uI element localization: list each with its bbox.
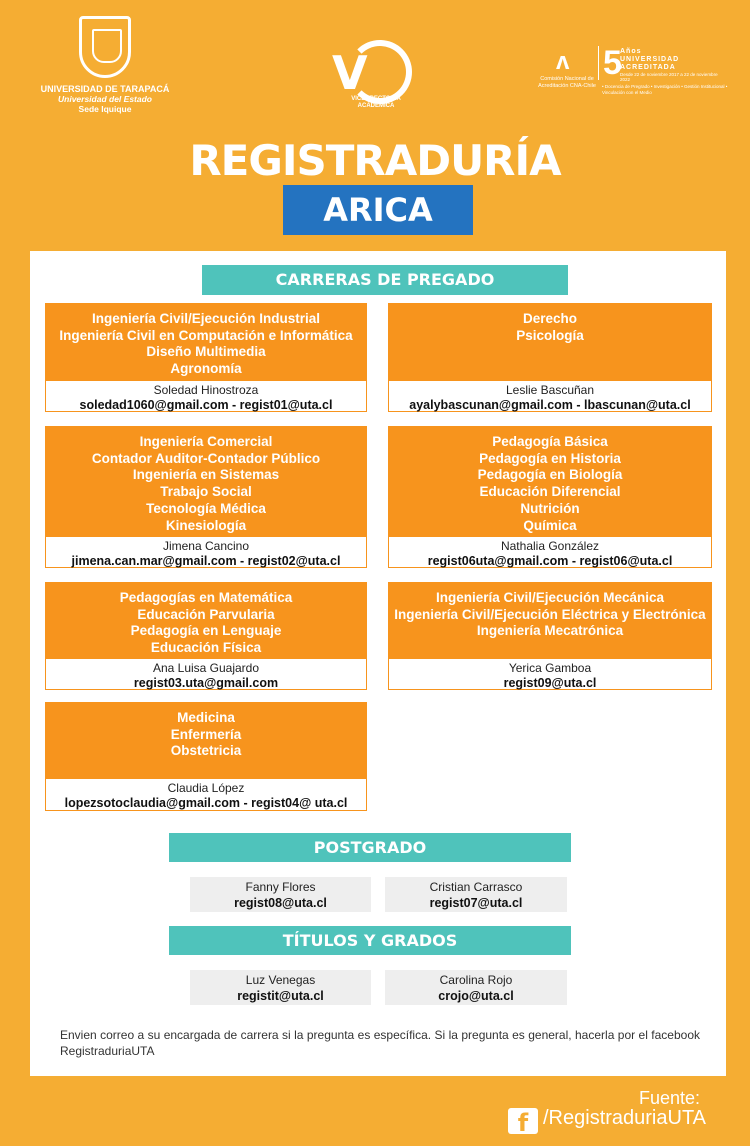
- page-title: REGISTRADURÍA: [189, 136, 561, 185]
- contact-email[interactable]: regist09@uta.cl: [503, 676, 597, 690]
- cna-years-number: 5: [598, 46, 622, 80]
- career-card: [45, 426, 367, 568]
- career-item: Educación Física: [150, 640, 262, 656]
- career-item: Pedagogía en Lenguaje: [130, 623, 282, 639]
- career-item: Ingeniería Civil/Ejecución Eléctrica y Electrónica: [394, 606, 706, 622]
- vd-letter-icon: V: [332, 46, 368, 100]
- cna-years-word: Años: [620, 48, 642, 55]
- titulos-header: TÍTULOS Y GRADOS: [169, 926, 571, 955]
- career-item: Tecnología Médica: [146, 500, 266, 516]
- career-item: Educación Diferencial: [479, 484, 621, 500]
- contact-email[interactable]: regist06uta@gmail.com - regist06@uta.cl: [427, 554, 673, 568]
- vice-line1: VICERRECTORÍA: [351, 96, 401, 102]
- cna-line2: ACREDITADA: [620, 64, 676, 71]
- career-card: [45, 303, 367, 412]
- career-item: Nutrición: [520, 500, 580, 516]
- career-item: Ingeniería Comercial: [139, 434, 273, 449]
- career-item: Agronomía: [170, 361, 242, 377]
- career-item: Ingeniería Mecatrónica: [476, 623, 624, 639]
- career-item: Trabajo Social: [160, 484, 252, 500]
- facebook-icon[interactable]: f: [508, 1108, 538, 1134]
- career-item: Educación Parvularia: [137, 606, 275, 622]
- contact-email[interactable]: soledad1060@gmail.com - regist01@uta.cl: [79, 398, 333, 412]
- contact-name: Leslie Bascuñan: [505, 383, 595, 397]
- pregrado-header: CARRERAS DE PREGADO: [202, 265, 568, 295]
- career-list: [389, 427, 711, 537]
- career-list: [389, 583, 711, 659]
- career-item: Ingeniería en Sistemas: [132, 467, 280, 483]
- career-list: [46, 427, 366, 537]
- contact-name: Soledad Hinostroza: [153, 383, 259, 397]
- source-label: Fuente:: [638, 1088, 700, 1108]
- contact-email[interactable]: regist08@uta.cl: [234, 896, 327, 910]
- career-item: Diseño Multimedia: [146, 344, 266, 360]
- titulos-contact: [190, 970, 371, 1005]
- career-item: Enfermería: [170, 726, 242, 742]
- contact-name: Nathalia González: [500, 539, 600, 553]
- titulos-contact: [385, 970, 567, 1005]
- contact-email[interactable]: regist03.uta@gmail.com: [133, 676, 279, 690]
- cna-mark-icon: ᴧ: [556, 48, 570, 75]
- contact-name: Luz Venegas: [245, 973, 316, 987]
- city-banner: ARICA: [283, 185, 473, 235]
- career-item: Contador Auditor-Contador Público: [91, 450, 321, 466]
- contact-name: Claudia López: [167, 781, 245, 795]
- career-list: [389, 304, 711, 381]
- contact-email[interactable]: ayalybascunan@gmail.com - lbascunan@uta.cl: [409, 398, 691, 412]
- career-item: Química: [523, 517, 577, 533]
- contact-email[interactable]: jimena.can.mar@gmail.com - regist02@uta.cl: [71, 554, 341, 568]
- career-list: [46, 304, 366, 381]
- career-card: [388, 303, 712, 412]
- contact-email[interactable]: registit@uta.cl: [237, 989, 324, 1003]
- postgrado-header: POSTGRADO: [169, 833, 571, 862]
- career-item: Ingeniería Civil en Computación e Informática: [59, 327, 353, 343]
- career-item: Medicina: [177, 710, 235, 725]
- contact-name: Yerica Gamboa: [508, 661, 592, 675]
- cna-dates: Desde 22 de noviembre 2017 a 22 de noviembre 2022: [620, 72, 718, 82]
- instruction-note: Envien correo a su encargada de carrera si la pregunta es específica. Si la pregunta es general, hacerla por el facebook RegistraduriaUTA: [60, 1028, 700, 1058]
- career-card: [45, 582, 367, 690]
- contact-email[interactable]: regist07@uta.cl: [429, 896, 523, 910]
- facebook-handle[interactable]: /RegistraduriaUTA: [543, 1107, 707, 1129]
- career-list: [46, 583, 366, 659]
- uta-campus: Sede Iquique: [78, 104, 132, 114]
- contact-email[interactable]: lopezsotoclaudia@gmail.com - regist04@ uta.cl: [64, 796, 348, 810]
- postgrado-contact: [190, 877, 371, 912]
- career-item: Derecho: [522, 311, 578, 326]
- career-item: Psicología: [516, 327, 584, 343]
- cna-org: Comisión Nacional de Acreditación CNA-Chile: [538, 76, 596, 89]
- uta-name: UNIVERSIDAD DE TARAPACÁ: [40, 84, 170, 94]
- contact-name: Carolina Rojo: [439, 973, 513, 987]
- cna-line1: UNIVERSIDAD: [620, 56, 680, 63]
- career-item: Pedagogía Básica: [492, 434, 608, 449]
- career-list: [46, 703, 366, 779]
- cna-accreditation-logo: [538, 44, 728, 108]
- career-item: Pedagogía en Biología: [477, 467, 623, 483]
- vicerrectoria-logo: [330, 40, 422, 112]
- vice-line2: ACADÉMICA: [357, 103, 395, 109]
- uta-logo: [40, 16, 170, 114]
- contact-name: Fanny Flores: [245, 880, 316, 894]
- career-item: Pedagogía en Historia: [479, 450, 621, 466]
- career-card: [388, 426, 712, 568]
- career-item: Obstetricia: [170, 743, 242, 759]
- career-item: Pedagogías en Matemática: [119, 590, 293, 605]
- postgrado-contact: [385, 877, 567, 912]
- cna-areas: • Docencia de Pregrado • Investigación • Gestión Institucional • Vinculación con el Medio: [602, 84, 728, 95]
- career-card: [388, 582, 712, 690]
- career-card: [45, 702, 367, 811]
- career-item: Ingeniería Civil/Ejecución Industrial: [91, 311, 321, 326]
- contact-email[interactable]: crojo@uta.cl: [438, 989, 514, 1003]
- uta-subtitle: Universidad del Estado: [58, 94, 152, 104]
- career-item: Ingeniería Civil/Ejecución Mecánica: [435, 590, 665, 605]
- uta-shield-icon: [79, 16, 131, 78]
- career-item: Kinesiología: [165, 517, 247, 533]
- contact-name: Jimena Cancino: [162, 539, 250, 553]
- contact-name: Cristian Carrasco: [429, 880, 523, 894]
- contact-name: Ana Luisa Guajardo: [152, 661, 260, 675]
